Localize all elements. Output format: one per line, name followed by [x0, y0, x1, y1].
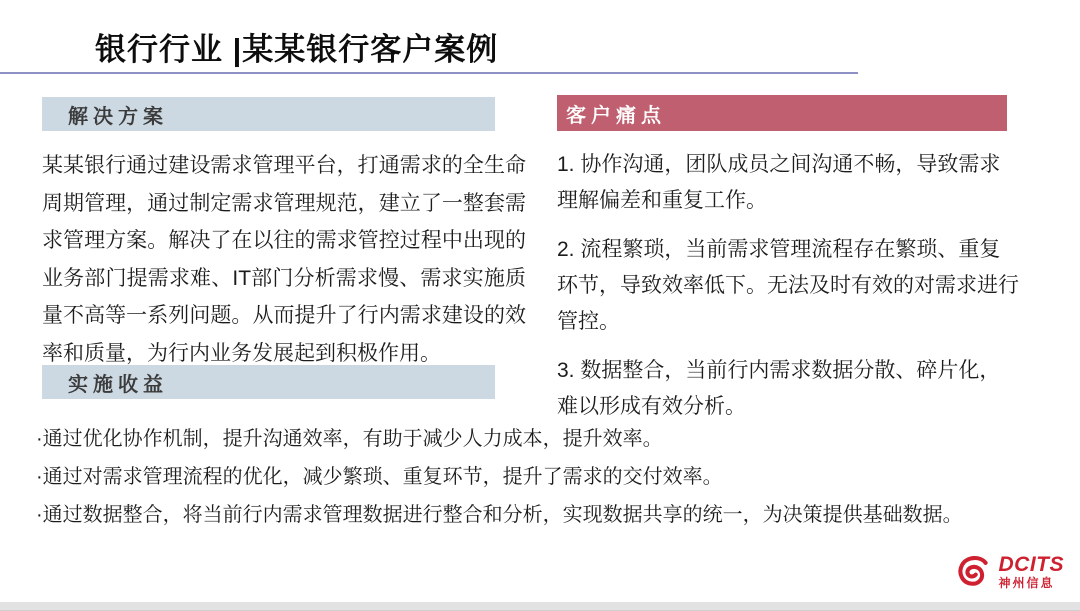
- logo-subtitle: 神州信息: [998, 575, 1055, 590]
- pain-point-item: 2. 流程繁琐，当前需求管理流程存在繁琐、重复环节，导致效率低下。无法及时有效的对需求进行管控。: [557, 238, 1019, 333]
- dcits-logo: [953, 553, 1065, 589]
- benefits-heading: 实施收益: [68, 373, 168, 396]
- benefits-list: [36, 420, 1046, 534]
- benefit-item: ·通过数据整合，将当前行内需求管理数据进行整合和分析，实现数据共享的统一，为决策提供基础数据。: [36, 504, 963, 526]
- logo-wordmark: DCITS: [998, 552, 1064, 576]
- page-title: 银行行业 |某某银行客户案例: [95, 32, 499, 67]
- logo-text-block: [999, 554, 1065, 589]
- dcits-swirl-icon: [953, 553, 993, 589]
- solution-body-text: 某某银行通过建设需求管理平台，打通需求的全生命周期管理，通过制定需求管理规范，建立了一整套需求管理方案。解决了在以往的需求管控过程中出现的业务部门提需求难、IT部门分析需求慢、需求实施质量不高等一系列问题。从而提升了行内需求建设的效率和质量，为行内业务发展起到积极作用。: [42, 154, 526, 365]
- solution-heading: 解决方案: [68, 105, 168, 128]
- pain-point-item: 1. 协作沟通，团队成员之间沟通不畅，导致需求理解偏差和重复工作。: [557, 153, 1001, 212]
- solution-section-header: [42, 97, 495, 131]
- pain-point-item: 3. 数据整合，当前行内需求数据分散、碎片化，难以形成有效分析。: [557, 359, 1001, 418]
- benefit-item: ·通过优化协作机制，提升沟通效率，有助于减少人力成本，提升效率。: [36, 428, 663, 450]
- benefit-item: ·通过对需求管理流程的优化，减少繁琐、重复环节，提升了需求的交付效率。: [36, 466, 723, 488]
- benefits-section-header: [42, 365, 495, 399]
- title-divider: [0, 72, 858, 74]
- pain-points-section-header: [557, 95, 1007, 131]
- pain-points-list: [557, 147, 1019, 438]
- bottom-edge-strip: [0, 602, 1080, 611]
- pain-points-heading: 客户痛点: [566, 104, 666, 127]
